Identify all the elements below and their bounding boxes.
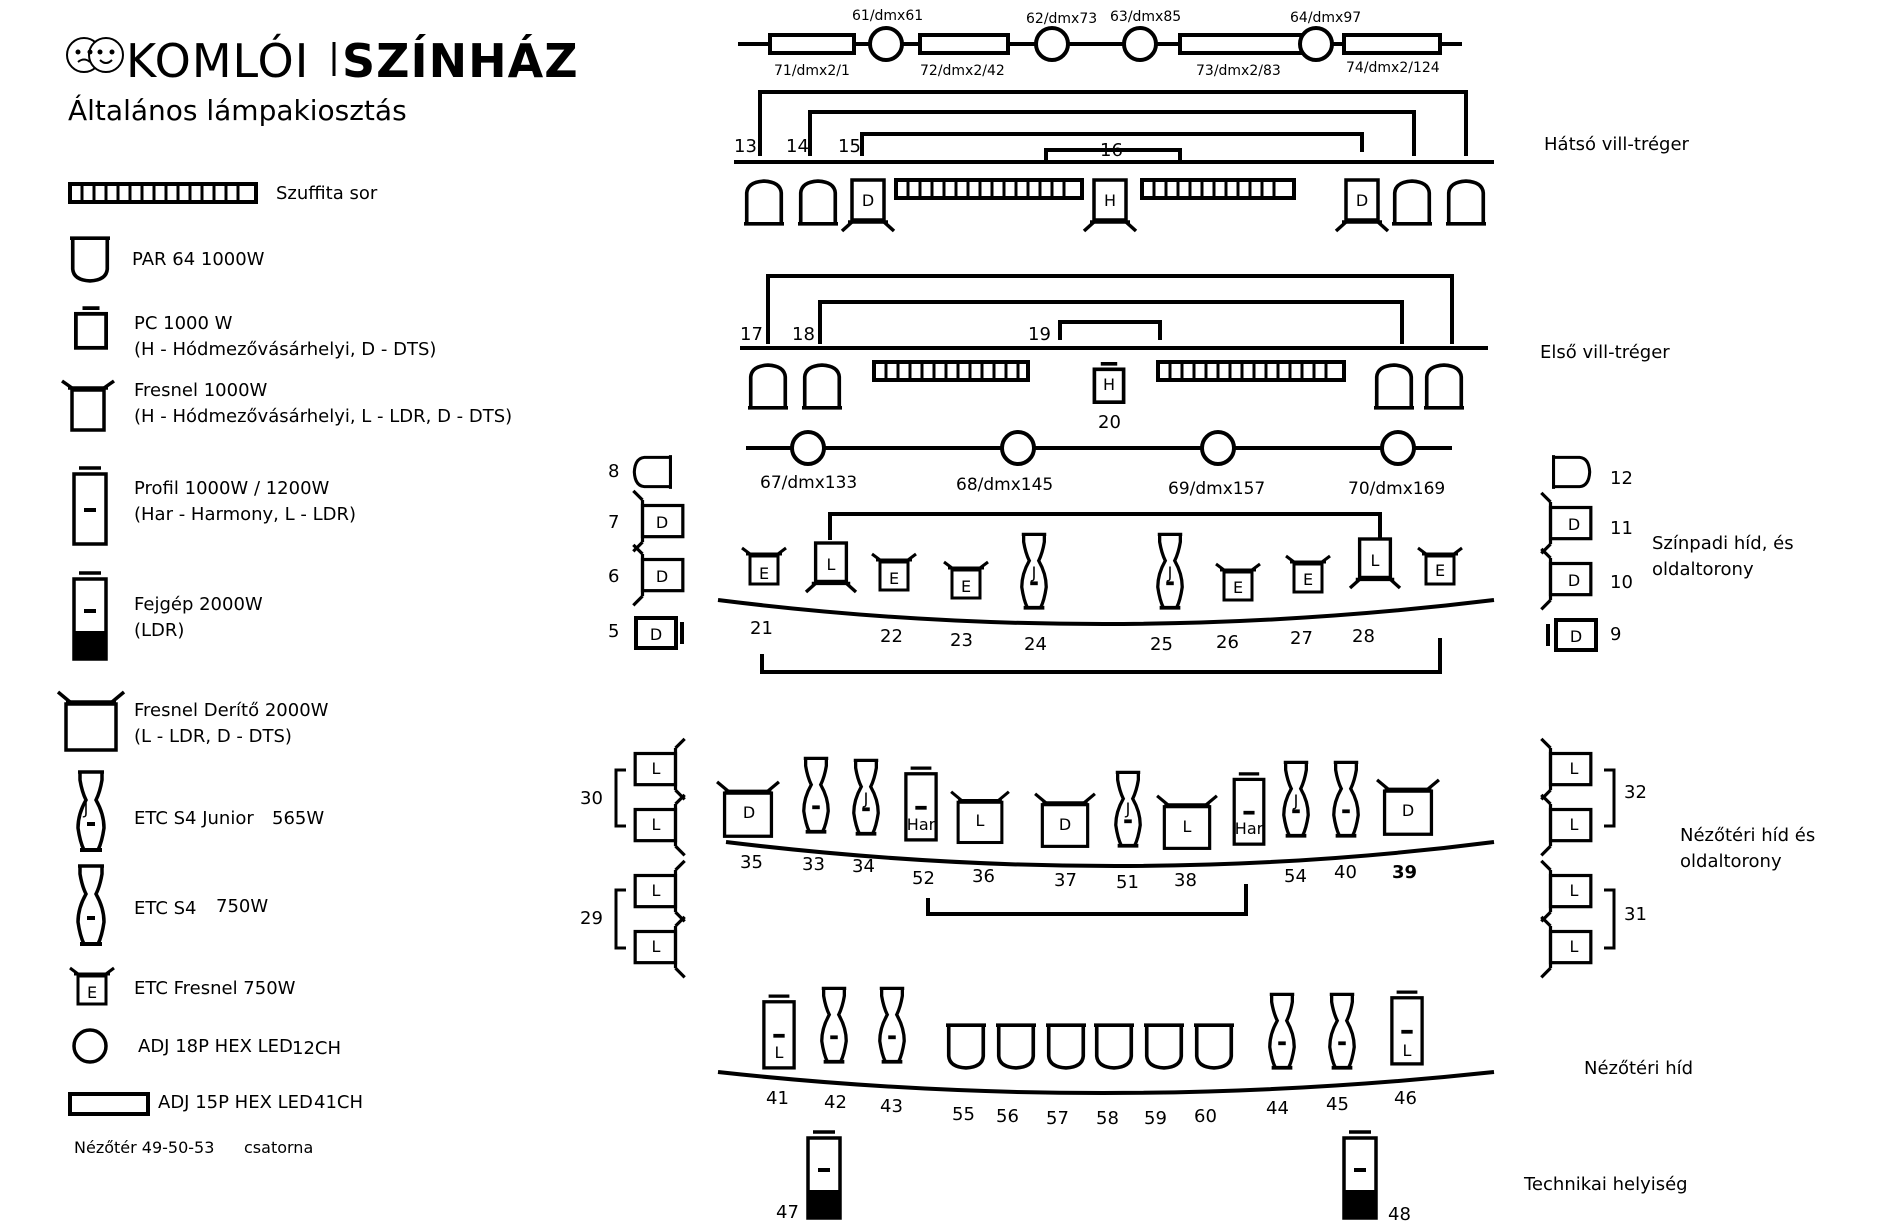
led-bar-71 xyxy=(770,35,854,53)
right-stage-tower xyxy=(1541,455,1633,650)
par64-icon xyxy=(70,238,110,281)
fresnel-l xyxy=(1541,861,1591,922)
legend-label: (LDR) xyxy=(134,620,185,641)
mark-h: H xyxy=(1103,191,1117,210)
etc-s4 xyxy=(880,988,904,1061)
legend-label: (L - LDR, D - DTS) xyxy=(134,726,292,747)
dmx-label: 74/dmx2/124 xyxy=(1346,60,1440,76)
mark-d: D xyxy=(742,803,756,822)
par64 xyxy=(1144,1025,1184,1068)
theatre-masks-icon xyxy=(67,38,123,72)
circuit-number: 28 xyxy=(1352,626,1375,647)
section-label: Első vill-tréger xyxy=(1540,342,1670,363)
legend-nezoter xyxy=(74,1138,313,1157)
front-auditorium-bridge xyxy=(718,988,1693,1129)
legend-etc-fresnel xyxy=(70,968,296,1004)
mark-d: D xyxy=(1058,815,1072,834)
mark-j: J xyxy=(1031,563,1037,582)
circuit-number: 32 xyxy=(1624,782,1647,803)
dmx-label: 61/dmx61 xyxy=(852,8,924,24)
mark-d: D xyxy=(1401,801,1415,820)
legend-label: Szuffita sor xyxy=(276,183,378,204)
fresnel-d xyxy=(1541,493,1591,553)
circuit-number: 26 xyxy=(1216,632,1239,653)
section-label: oldaltorony xyxy=(1680,851,1782,872)
par64 xyxy=(1094,1025,1134,1068)
legend-hex15 xyxy=(70,1092,363,1114)
par64 xyxy=(1554,455,1590,489)
led-par-62 xyxy=(1036,28,1068,60)
legend-label: Fresnel Derítő 2000W xyxy=(134,700,329,721)
fresnel-l xyxy=(1541,739,1591,800)
dmx-label: 72/dmx2/42 xyxy=(920,63,1005,79)
mark-l: L xyxy=(826,555,836,574)
legend xyxy=(58,183,512,1157)
right-auditorium-tower xyxy=(1541,739,1647,978)
legend-fejgep xyxy=(74,573,263,659)
section-label: Színpadi híd, és xyxy=(1652,533,1794,554)
fresnel-l xyxy=(1541,917,1591,978)
legend-label: (H - Hódmezővásárhelyi, L - LDR, D - DTS) xyxy=(134,406,513,427)
par64 xyxy=(802,365,842,408)
legend-label: 565W xyxy=(272,808,325,829)
circuit-number: 8 xyxy=(608,461,620,482)
mark-e: E xyxy=(1232,578,1244,597)
etc-s4-junior-icon xyxy=(78,772,104,850)
fejgep xyxy=(808,1132,840,1218)
section-label: Hátsó vill-tréger xyxy=(1544,134,1689,155)
mark-l: L xyxy=(1402,1041,1412,1060)
mark-j: J xyxy=(1125,799,1131,818)
mark-e: E xyxy=(1434,561,1446,580)
mark-e: E xyxy=(888,569,900,588)
circuit-number: 41 xyxy=(766,1088,789,1109)
legend-label: ADJ 15P HEX LED xyxy=(158,1092,313,1113)
auditorium-bridge xyxy=(580,739,1815,978)
mark-l: L xyxy=(1569,881,1579,900)
led-pipe-top xyxy=(738,8,1462,79)
dmx-label: 67/dmx133 xyxy=(760,473,858,493)
circuit-number: 47 xyxy=(776,1202,799,1223)
legend-s4-junior xyxy=(78,772,324,850)
page-title: Általános lámpakiosztás xyxy=(68,94,407,127)
mark-e: E xyxy=(960,577,972,596)
mark-l: L xyxy=(651,881,661,900)
rear-lighting-bar xyxy=(734,92,1690,231)
dmx-label: 70/dmx169 xyxy=(1348,479,1446,499)
circuit-number: 12 xyxy=(1610,468,1633,489)
circuit-number: 33 xyxy=(802,854,825,875)
mark-l: L xyxy=(774,1043,784,1062)
mark-l: L xyxy=(975,811,985,830)
szuffita-row xyxy=(896,180,1082,198)
legend-label: Fresnel 1000W xyxy=(134,380,268,401)
par64 xyxy=(748,365,788,408)
mark-d: D xyxy=(655,513,669,532)
circuit-number: 17 xyxy=(740,324,763,345)
section-label: Nézőtéri híd xyxy=(1584,1058,1694,1079)
legend-par64 xyxy=(70,238,265,281)
auditorium-bridge-pipe xyxy=(726,842,1494,866)
circuit-number: 27 xyxy=(1290,628,1313,649)
legend-s4 xyxy=(78,866,268,944)
etc-s4 xyxy=(1270,994,1294,1067)
led-par-64 xyxy=(1300,28,1332,60)
etc-s4 xyxy=(822,988,846,1061)
fresnel-icon xyxy=(62,381,114,430)
legend-label: PAR 64 1000W xyxy=(132,249,265,270)
circuit-number: 29 xyxy=(580,908,603,929)
circuit-number: 54 xyxy=(1284,866,1307,887)
circuit-number: 35 xyxy=(740,852,763,873)
par64 xyxy=(1194,1025,1234,1068)
pc-icon xyxy=(76,308,106,348)
circuit-number: 48 xyxy=(1388,1204,1411,1225)
szuffita-icon xyxy=(70,184,256,202)
section-label: Nézőtéri híd és xyxy=(1680,825,1816,846)
section-label: oldaltorony xyxy=(1652,559,1754,580)
etc-s4 xyxy=(1334,762,1358,835)
legend-label: (Har - Harmony, L - LDR) xyxy=(134,504,357,525)
legend-profil xyxy=(74,468,356,544)
szuffita-row xyxy=(874,362,1028,380)
legend-label: csatorna xyxy=(244,1138,314,1157)
mark-l: L xyxy=(1569,759,1579,778)
legend-label: 12CH xyxy=(292,1038,342,1059)
dmx-label: 68/dmx145 xyxy=(956,475,1054,495)
circuit-number: 52 xyxy=(912,868,935,889)
par64 xyxy=(744,181,784,224)
legend-derito xyxy=(58,692,329,750)
mark-j: J xyxy=(1167,563,1173,582)
mark-har: Har xyxy=(1234,819,1264,838)
circuit-number: 39 xyxy=(1392,862,1418,883)
led-par-61 xyxy=(870,28,902,60)
circuit-number: 42 xyxy=(824,1092,847,1113)
circuit-number: 18 xyxy=(792,324,815,345)
legend-label: 41CH xyxy=(314,1092,364,1113)
mark-e: E xyxy=(86,983,98,1002)
mark-l: L xyxy=(651,759,661,778)
logo-text-bold: SZÍNHÁZ xyxy=(342,34,579,88)
section-label: Technikai helyiség xyxy=(1524,1174,1688,1195)
circuit-bracket xyxy=(928,884,1246,914)
circuit-number: 57 xyxy=(1046,1108,1069,1129)
mark-e: E xyxy=(1302,570,1314,589)
fejgep xyxy=(1344,1132,1376,1218)
stage-bridge-pipe xyxy=(718,600,1494,624)
legend-fresnel xyxy=(62,380,512,430)
led-bar-73 xyxy=(1180,35,1306,53)
legend-label: ETC Fresnel 750W xyxy=(134,978,296,999)
par64 xyxy=(798,181,838,224)
circuit-bracket xyxy=(762,638,1440,672)
legend-label: (H - Hódmezővásárhelyi, D - DTS) xyxy=(134,339,437,360)
circuit-number: 58 xyxy=(1096,1108,1119,1129)
mark-l: L xyxy=(651,937,661,956)
circuit-number: 10 xyxy=(1610,572,1633,593)
szuffita-row xyxy=(1158,362,1344,380)
etc-s4 xyxy=(804,758,828,831)
circuit-number: 11 xyxy=(1610,518,1633,539)
par64 xyxy=(946,1025,986,1068)
logo xyxy=(67,34,579,88)
profil-icon xyxy=(74,468,106,544)
par64 xyxy=(1424,365,1464,408)
mark-l: L xyxy=(1569,937,1579,956)
dmx-label: 69/dmx157 xyxy=(1168,479,1266,499)
szuffita-row xyxy=(1142,180,1294,198)
dmx-label: 63/dmx85 xyxy=(1110,9,1182,25)
mark-d: D xyxy=(1355,191,1369,210)
mark-d: D xyxy=(655,567,669,586)
mark-e: E xyxy=(758,564,770,583)
circuit-number: 9 xyxy=(1610,624,1622,645)
par64 xyxy=(1392,181,1432,224)
legend-label: ETC S4 Junior xyxy=(134,808,254,829)
led-par-68 xyxy=(1002,432,1034,464)
par64 xyxy=(1046,1025,1086,1068)
mark-d: D xyxy=(1567,515,1581,534)
legend-label: ADJ 18P HEX LED xyxy=(138,1036,293,1057)
led-par-69 xyxy=(1202,432,1234,464)
led-bar-74 xyxy=(1344,35,1440,53)
circuit-number: 37 xyxy=(1054,870,1077,891)
mark-h: H xyxy=(1102,375,1116,394)
circuit-number: 31 xyxy=(1624,904,1647,925)
mark-l: L xyxy=(1182,817,1192,836)
etc-s4-icon xyxy=(78,866,104,944)
par64 xyxy=(634,455,670,489)
circuit-number: 38 xyxy=(1174,870,1197,891)
circuit-number: 40 xyxy=(1334,862,1357,883)
circuit-number: 14 xyxy=(786,136,809,157)
etc-s4 xyxy=(1330,994,1354,1067)
mark-d: D xyxy=(649,625,663,644)
circuit-number: 21 xyxy=(750,618,773,639)
led-par-67 xyxy=(792,432,824,464)
legend-label: 750W xyxy=(216,896,269,917)
legend-szuffita xyxy=(70,183,378,204)
circuit-number: 51 xyxy=(1116,872,1139,893)
par64 xyxy=(996,1025,1036,1068)
led-pipe-front xyxy=(746,432,1452,499)
mark-j: J xyxy=(83,799,89,818)
fejgep-icon xyxy=(74,573,106,659)
mark-j: J xyxy=(1293,791,1299,810)
circuit-number: 43 xyxy=(880,1096,903,1117)
logo-text-thin: KOMLÓI xyxy=(126,34,310,88)
circuit-number: 16 xyxy=(1100,140,1123,161)
circuit-number: 44 xyxy=(1266,1098,1289,1119)
circuit-number: 34 xyxy=(852,856,875,877)
legend-label: PC 1000 W xyxy=(134,313,233,334)
circuit-number: 55 xyxy=(952,1104,975,1125)
tech-room xyxy=(776,1132,1688,1225)
legend-pc xyxy=(76,308,437,360)
legend-label: Fejgép 2000W xyxy=(134,594,263,615)
circuit-number: 13 xyxy=(734,136,757,157)
led-15p-icon xyxy=(70,1094,148,1114)
circuit-number: 45 xyxy=(1326,1094,1349,1115)
par64 xyxy=(1374,365,1414,408)
circuit-number: 19 xyxy=(1028,324,1051,345)
circuit-number: 6 xyxy=(608,566,620,587)
dmx-label: 73/dmx2/83 xyxy=(1196,63,1281,79)
legend-hex18 xyxy=(74,1030,341,1062)
circuit-number: 7 xyxy=(608,512,620,533)
circuit-number: 60 xyxy=(1194,1106,1217,1127)
mark-l: L xyxy=(1370,551,1380,570)
par64 xyxy=(1446,181,1486,224)
circuit-number: 15 xyxy=(838,136,861,157)
led-par-63 xyxy=(1124,28,1156,60)
legend-label: Profil 1000W / 1200W xyxy=(134,478,330,499)
fresnel-l xyxy=(1541,795,1591,856)
circuit-number: 20 xyxy=(1098,412,1121,433)
mark-har: Har xyxy=(906,815,936,834)
front-bridge-pipe xyxy=(718,1072,1494,1093)
mark-j: J xyxy=(863,789,869,808)
mark-d: D xyxy=(861,191,875,210)
mark-d: D xyxy=(1569,627,1583,646)
circuit-number: 5 xyxy=(608,621,620,642)
circuit-number: 22 xyxy=(880,626,903,647)
dmx-label: 71/dmx2/1 xyxy=(774,63,850,79)
circuit-bracket xyxy=(830,514,1380,540)
dmx-label: 62/dmx73 xyxy=(1026,11,1098,27)
circuit-number: 25 xyxy=(1150,634,1173,655)
legend-label: ETC S4 xyxy=(134,898,197,919)
circuit-number: 59 xyxy=(1144,1108,1167,1129)
circuit-brackets xyxy=(768,276,1452,344)
led-par-70 xyxy=(1382,432,1414,464)
circuit-number: 23 xyxy=(950,630,973,651)
mark-l: L xyxy=(1569,815,1579,834)
dmx-label: 64/dmx97 xyxy=(1290,10,1362,26)
circuit-number: 56 xyxy=(996,1106,1019,1127)
front-lighting-bar xyxy=(740,276,1670,433)
circuit-number: 30 xyxy=(580,788,603,809)
led-bar-72 xyxy=(920,35,1008,53)
fresnel-d xyxy=(1541,549,1591,610)
led-18p-icon xyxy=(74,1030,106,1062)
mark-d: D xyxy=(1567,571,1581,590)
circuit-number: 46 xyxy=(1394,1088,1417,1109)
mark-l: L xyxy=(651,815,661,834)
circuit-number: 24 xyxy=(1024,634,1047,655)
left-stage-tower xyxy=(608,455,683,648)
legend-label: Nézőtér 49-50-53 xyxy=(74,1138,215,1157)
left-auditorium-tower xyxy=(580,739,685,978)
circuit-number: 36 xyxy=(972,866,995,887)
derito-icon xyxy=(58,692,124,750)
